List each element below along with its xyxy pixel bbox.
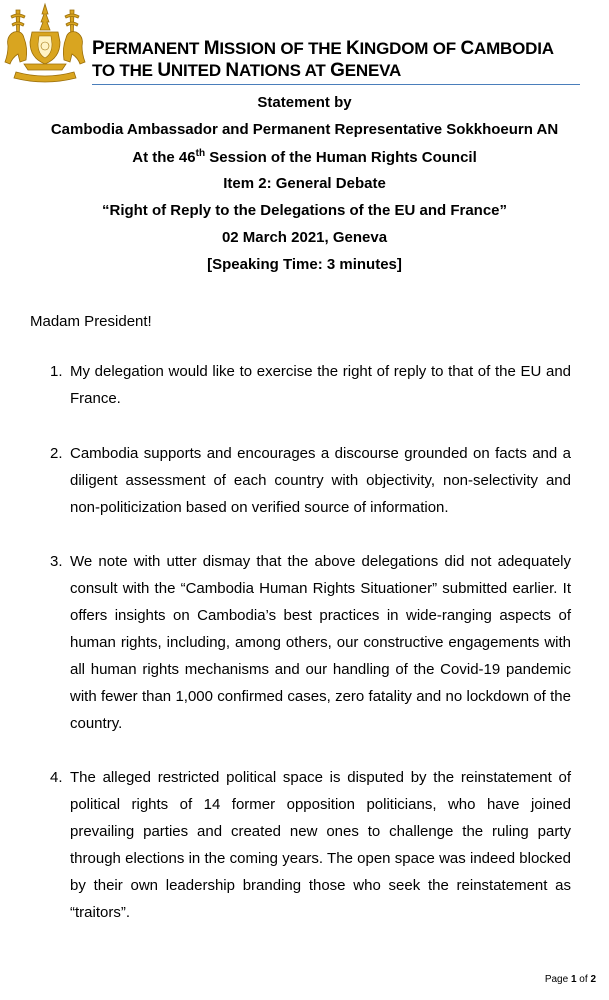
salutation: Madam President! [30, 313, 152, 330]
speaker-line: Cambodia Ambassador and Permanent Representative Sokkhoeurn AN [50, 121, 559, 138]
mission-header-line-2: TO THE UNITED NATIONS AT GENEVA [92, 60, 402, 81]
statement-heading: Statement by [257, 94, 352, 111]
cambodia-coat-of-arms-icon [2, 2, 88, 86]
item-line: Item 2: General Debate [223, 175, 386, 192]
date-line: 02 March 2021, Geneva [221, 229, 388, 246]
paragraph: 2. Cambodia supports and encourages a discourse grounded on facts and a diligent assessment of each country with objectivity, non-selectivity and non-politicization based on verified source of information. [50, 445, 571, 516]
statement-title: “Right of Reply to the Delegations of the EU and France” [101, 202, 508, 219]
paragraph: 3. We note with utter dismay that the above delegations did not adequately consult with the “Cambodia Human Rights Situationer” submitted earlier. It offers insights on Cambodia’s best practices in wide-ranging aspects of human rights, including, among others, our constructive engagements with all human rights mechanisms and our handling of the Covid-19 pandemic with fewer than 1,000 confirmed cases, zero fatality and no lockdown of the country. [50, 553, 571, 732]
header-divider [92, 84, 580, 85]
paragraph: 4. The alleged restricted political space is disputed by the reinstatement of political rights of 14 former opposition politicians, who have joined prevailing parties and created new ones to challenge the ruling party through elections in the coming years. The open space was indeed blocked by their own leadership branding those who seek the reinstatement as “traitors”. [50, 769, 571, 921]
mission-header-line-1: PERMANENT MISSION OF THE KINGDOM OF CAMBODIA [92, 38, 554, 59]
session-line: At the 46th Session of the Human Rights Council [132, 148, 477, 166]
page-indicator: Page 1 of 2 [544, 974, 596, 985]
paragraph: 1. My delegation would like to exercise the right of reply to that of the EU and France. [50, 363, 571, 407]
speaking-time: [Speaking Time: 3 minutes] [207, 256, 402, 273]
mission-header [92, 38, 602, 82]
